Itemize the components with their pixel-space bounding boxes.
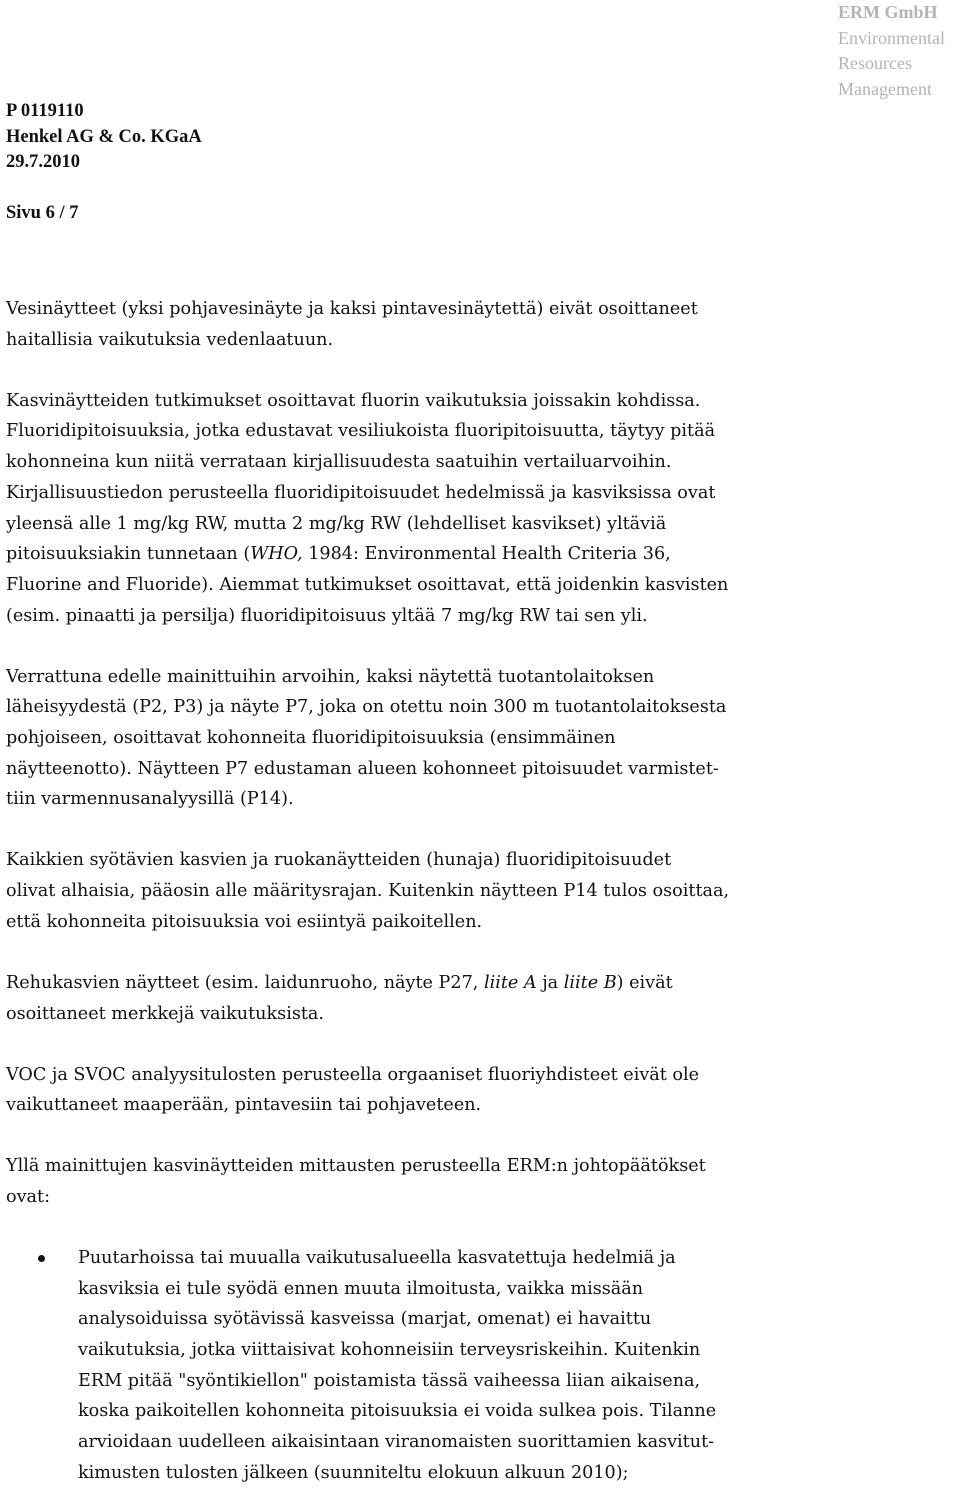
text-fragment: ) eivät (616, 972, 673, 993)
text-line: Fluoridipitoisuuksia, jotka edustavat vesiliukoista fluoripitoisuutta, täytyy pitää (6, 421, 716, 442)
text-line: osoittaneet merkkejä vaikutuksista. (6, 1003, 325, 1024)
text-line: ERM pitää "syöntikiellon" poistamista tässä vaiheessa liian aikaisena, (78, 1370, 701, 1391)
company-logo-text (838, 0, 960, 102)
text-line: kohonneina kun niitä verrataan kirjallisuudesta saatuihin vertailuarvoihin. (6, 452, 672, 473)
text-line-appendix-reference (6, 968, 956, 999)
appendix-b-italic: liite B (563, 972, 617, 993)
paragraph-edible-plants (6, 845, 956, 937)
paragraph-conclusions-intro (6, 1151, 956, 1212)
page-number: Sivu 6 / 7 (6, 203, 79, 223)
text-line: Yllä mainittujen kasvinäytteiden mittausten perusteella ERM:n johtopäätökset (6, 1156, 706, 1177)
company-line-management: Management (838, 78, 932, 99)
list-item (6, 1243, 956, 1489)
paragraph-elevated-samples (6, 662, 956, 816)
text-line: Fluorine and Fluoride). Aiemmat tutkimukset osoittavat, että joidenkin kasvisten (6, 574, 729, 595)
text-line: Verrattuna edelle mainittuihin arvoihin, kaksi näytettä tuotantolaitoksen (6, 666, 655, 687)
text-line: pohjoiseen, osoittavat kohonneita fluoridipitoisuuksia (ensimmäinen (6, 728, 616, 749)
bullet-icon (38, 1255, 45, 1262)
paragraph-water-samples (6, 294, 956, 355)
text-line: Vesinäytteet (yksi pohjavesinäyte ja kaksi pintavesinäytettä) eivät osoittaneet (6, 299, 698, 319)
company-line-resources: Resources (838, 53, 912, 73)
document-body (6, 294, 956, 1489)
text-line: kasviksia ei tule syödä ennen muuta ilmoitusta, vaikka missään (78, 1278, 644, 1299)
paragraph-voc-svoc (6, 1060, 956, 1121)
text-line: yleensä alle 1 mg/kg RW, mutta 2 mg/kg RW (lehdelliset kasvikset) yltäviä (6, 513, 667, 534)
text-line: VOC ja SVOC analyysitulosten perusteella orgaaniset fluoriyhdisteet eivät ole (6, 1064, 700, 1085)
document-date: 29.7.2010 (6, 152, 80, 172)
text-line: näytteenotto). Näytteen P7 edustaman alueen kohonneet pitoisuudet varmistet- (6, 758, 719, 779)
text-line: (esim. pinaatti ja persilja) fluoridipitoisuus yltää 7 mg/kg RW tai sen yli. (6, 605, 648, 626)
text-fragment: 1984 (302, 544, 353, 565)
text-line: vaikuttaneet maaperään, pintavesiin tai pohjaveteen. (6, 1095, 482, 1116)
text-line: läheisyydestä (P2, P3) ja näyte P7, joka on otettu noin 300 m tuotantolaitoksesta (6, 697, 727, 718)
text-fragment: pitoisuuksiakin tunnetaan ( (6, 544, 251, 565)
text-line: kimusten tulosten jälkeen (suunniteltu elokuun alkuun 2010); (78, 1462, 629, 1483)
text-line: olivat alhaisia, pääosin alle määritysrajan. Kuitenkin näytteen P14 tulos osoittaa, (6, 881, 730, 902)
paragraph-forage-plants (6, 968, 956, 1029)
company-name: ERM GmbH (838, 2, 938, 22)
text-fragment: ja (536, 972, 564, 993)
text-line: Puutarhoissa tai muualla vaikutusalueella kasvatettuja hedelmiä ja (78, 1247, 676, 1268)
text-line: tiin varmennusanalyysillä (P14). (6, 789, 294, 810)
text-line: haitallisia vaikutuksia vedenlaatuun. (6, 329, 334, 350)
project-number: P 0119110 (6, 101, 84, 121)
text-line: Kaikkien syötävien kasvien ja ruokanäytteiden (hunaja) fluoridipitoisuudet (6, 850, 672, 871)
text-line: että kohonneita pitoisuuksia voi esiintyä paikoitellen. (6, 911, 483, 932)
text-line: Kasvinäytteiden tutkimukset osoittavat fluorin vaikutuksia joissakin kohdissa. (6, 390, 701, 411)
text-fragment: Rehukasvien näytteet (esim. laidunruoho, näyte P27, (6, 972, 484, 993)
text-fragment: : Environmental Health Criteria 36, (353, 544, 671, 565)
who-italic: WHO, (250, 544, 303, 565)
document-header (6, 99, 202, 176)
paragraph-plant-samples (6, 386, 956, 632)
text-line: vaikutuksia, jotka viittaisivat kohonneisiin terveysriskeihin. Kuitenkin (78, 1340, 701, 1361)
conclusions-list (6, 1243, 956, 1489)
text-line-who-reference (6, 539, 956, 570)
appendix-a-italic: liite A (483, 972, 537, 993)
text-line: koska paikoitellen kohonneita pitoisuuksia ei voida sulkea pois. Tilanne (78, 1401, 717, 1422)
text-line: arvioidaan uudelleen aikaisintaan viranomaisten suorittamien kasvitut- (78, 1432, 715, 1453)
company-line-environmental: Environmental (838, 27, 945, 48)
text-line: analysoiduissa syötävissä kasveissa (marjat, omenat) ei havaittu (78, 1309, 652, 1330)
text-line: ovat: (6, 1186, 51, 1207)
client-name: Henkel AG & Co. KGaA (6, 126, 202, 147)
text-line: Kirjallisuustiedon perusteella fluoridipitoisuudet hedelmissä ja kasviksissa ovat (6, 482, 716, 503)
